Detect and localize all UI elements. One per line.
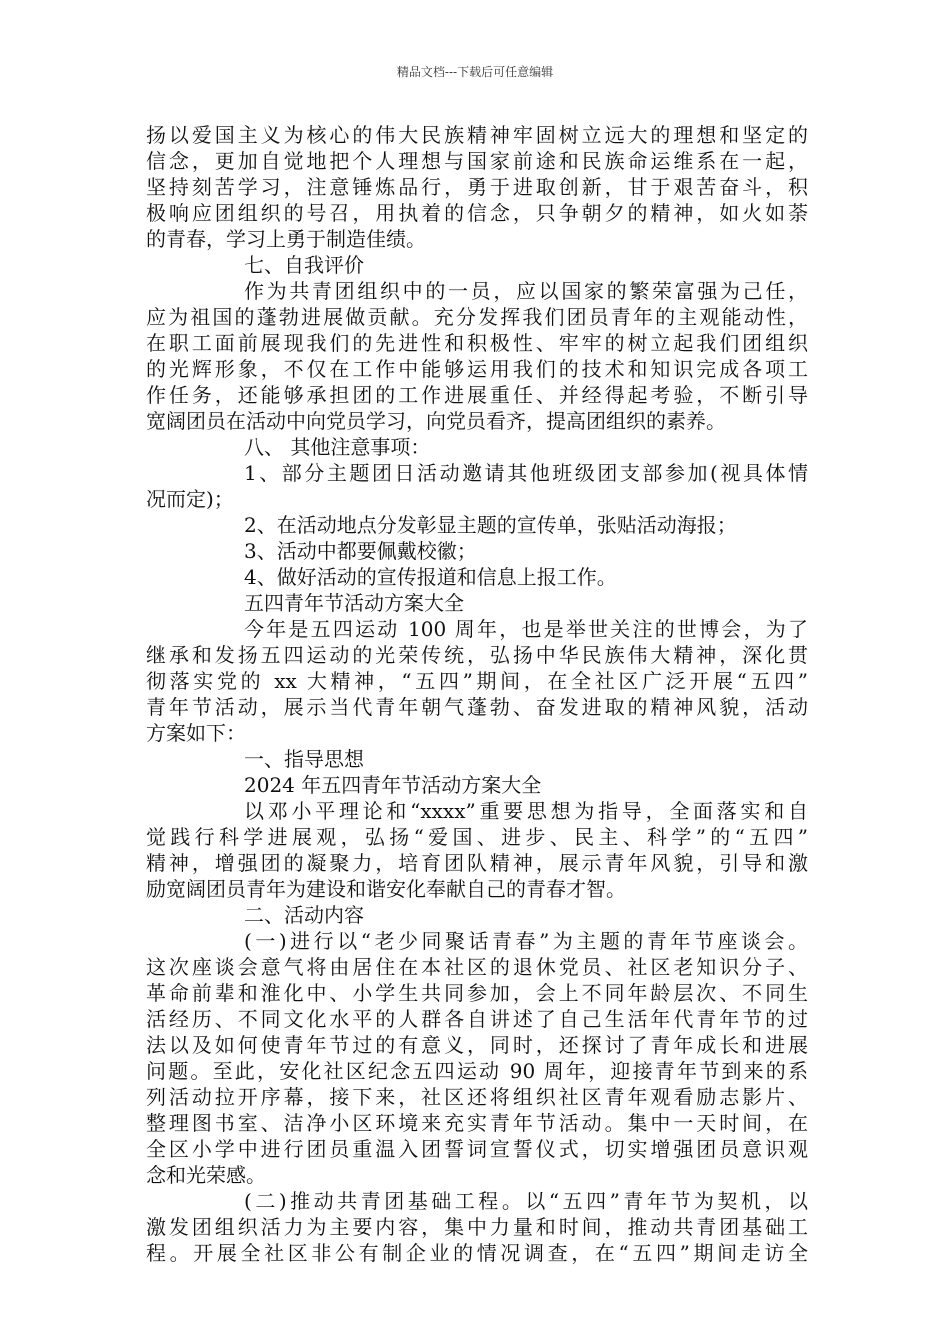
text-line: 问题。至此，安化社区纪念五四运动 90 周年，迎接青年节到来的系 [146, 1059, 808, 1083]
text-line: 列活动拉开序幕，接下来，社区还将组织社区青年观看励志影片、 [146, 1085, 808, 1109]
text-line: 方案如下： [146, 721, 246, 745]
text-line: 坚持刻苦学习，注意锤炼品行，勇于进取创新，甘于艰苦奋斗，积 [146, 175, 808, 199]
text-line: 以邓小平理论和“xxxx”重要思想为指导，全面落实和自 [244, 799, 808, 823]
text-line: 活经历、不同文化水平的人群各自讲述了自己生活年代青年节的过 [146, 1007, 808, 1031]
page-header: 精品文档---下载后可任意编辑 [396, 65, 554, 79]
text-line: 的青春，学习上勇于制造佳绩。 [146, 227, 426, 251]
text-line: 激发团组织活力为主要内容，集中力量和时间，推动共青团基础工 [146, 1215, 808, 1239]
text-line: 整理图书室、洁净小区环境来充实青年节活动。集中一天时间，在 [146, 1111, 808, 1135]
text-line: (一)进行以“老少同聚话青春”为主题的青年节座谈会。 [244, 929, 808, 953]
text-line: 2、在活动地点分发彰显主题的宣传单，张贴活动海报； [244, 513, 737, 537]
text-line: 况而定)； [146, 487, 234, 511]
text-line: 这次座谈会意气将由居住在本社区的退休党员、社区老知识分子、 [146, 955, 808, 979]
text-line: 应为祖国的蓬勃进展做贡献。充分发挥我们团员青年的主观能动性， [146, 305, 808, 329]
text-line: 作为共青团组织中的一员，应以国家的繁荣富强为己任， [244, 279, 808, 303]
text-line: 法以及如何使青年节过的有意义，同时，还探讨了青年成长和进展 [146, 1033, 808, 1057]
text-line: 作任务，还能够承担团的工作进展重任、并经得起考验，不断引导 [146, 383, 808, 407]
text-line: 4、做好活动的宣传报道和信息上报工作。 [244, 565, 617, 589]
text-line: 觉践行科学进展观，弘扬“爱国、进步、民主、科学”的“五四” [146, 825, 808, 849]
text-line: 信念，更加自觉地把个人理想与国家前途和民族命运维系在一起， [146, 149, 808, 173]
text-line: 八、 其他注意事项： [244, 435, 431, 459]
text-line: (二)推动共青团基础工程。以“五四”青年节为契机，以 [244, 1189, 808, 1213]
text-line: 宽阔团员在活动中向党员学习，向党员看齐，提高团组织的素养。 [146, 409, 726, 433]
text-line: 革命前辈和淮化中、小学生共同参加，会上不同年龄层次、不同生 [146, 981, 808, 1005]
text-line: 精神，增强团的凝聚力，培育团队精神，展示青年风貌，引导和激 [146, 851, 808, 875]
text-line: 扬以爱国主义为核心的伟大民族精神牢固树立远大的理想和坚定的 [146, 123, 808, 147]
text-line: 彻落实党的 xx 大精神，“五四”期间，在全社区广泛开展“五四” [146, 669, 808, 693]
text-line: 在职工面前展现我们的先进性和积极性、牢牢的树立起我们团组织 [146, 331, 808, 355]
text-line: 今年是五四运动 100 周年，也是举世关注的世博会，为了 [244, 617, 808, 641]
text-line: 极响应团组织的号召，用执着的信念，只争朝夕的精神，如火如荼 [146, 201, 808, 225]
text-line: 继承和发扬五四运动的光荣传统，弘扬中华民族伟大精神，深化贯 [146, 643, 808, 667]
text-line: 程。开展全社区非公有制企业的情况调查，在“五四”期间走访全 [146, 1241, 808, 1265]
text-line: 七、自我评价 [244, 253, 364, 277]
text-line: 1、部分主题团日活动邀请其他班级团支部参加(视具体情 [244, 461, 808, 485]
text-line: 二、活动内容 [244, 903, 364, 927]
text-line: 3、活动中都要佩戴校徽； [244, 539, 477, 563]
text-line: 五四青年节活动方案大全 [244, 591, 464, 615]
text-line: 念和光荣感。 [146, 1163, 266, 1187]
text-line: 励宽阔团员青年为建设和谐安化奉献自己的青春才智。 [146, 877, 626, 901]
text-line: 青年节活动，展示当代青年朝气蓬勃、奋发进取的精神风貌，活动 [146, 695, 808, 719]
document-body [146, 122, 808, 1266]
text-line: 一、指导思想 [244, 747, 364, 771]
text-line: 的光辉形象，不仅在工作中能够运用我们的技术和知识完成各项工 [146, 357, 808, 381]
text-line: 2024 年五四青年节活动方案大全 [244, 773, 542, 797]
text-line: 全区小学中进行团员重温入团誓词宣誓仪式，切实增强团员意识观 [146, 1137, 808, 1161]
